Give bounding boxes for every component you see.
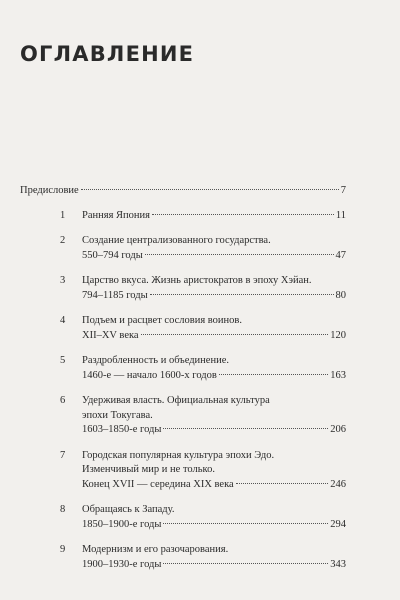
toc-entry-title: 1460-е — начало 1600-х годов bbox=[82, 369, 217, 381]
dot-leader bbox=[236, 483, 329, 484]
toc-page-number: 294 bbox=[330, 518, 346, 530]
chapter-number: 3 bbox=[60, 275, 66, 286]
toc-entry-title-line: Обращаясь к Западу. bbox=[82, 504, 175, 515]
toc-entry-title-line: Модернизм и его разочарования. bbox=[82, 544, 229, 555]
chapter-number: 1 bbox=[60, 209, 66, 221]
toc-entry-title: 550–794 годы bbox=[82, 249, 143, 261]
page-title: ОГЛАВЛЕНИЕ bbox=[20, 42, 195, 66]
toc-entry-title: 1900–1930-е годы bbox=[82, 558, 162, 570]
toc-entry-title-line: Городская популярная культура эпохи Эдо. bbox=[82, 449, 275, 461]
toc-entry-title: Предисловие bbox=[20, 185, 79, 196]
dot-leader bbox=[163, 523, 328, 524]
chapter-number: 9 bbox=[60, 544, 66, 555]
toc-entry-title: Конец XVII — середина XIX века bbox=[82, 478, 234, 490]
dot-leader bbox=[152, 214, 334, 215]
dot-leader bbox=[141, 334, 329, 335]
toc-entry-title-line: Создание централизованного государства. bbox=[82, 235, 271, 246]
chapter-list bbox=[20, 209, 346, 573]
toc-entry-title: Ранняя Япония bbox=[82, 209, 150, 221]
toc-entry-preface bbox=[20, 184, 346, 199]
chapter-number: 8 bbox=[60, 504, 66, 515]
toc-page-number: 80 bbox=[335, 289, 346, 301]
toc-entry-chapter bbox=[20, 449, 346, 493]
chapter-number: 2 bbox=[60, 235, 66, 246]
toc-page-number: 11 bbox=[335, 209, 346, 221]
dot-leader bbox=[150, 294, 334, 295]
chapter-number: 6 bbox=[60, 395, 66, 406]
toc-page-number: 47 bbox=[335, 249, 346, 261]
dot-leader bbox=[81, 189, 339, 190]
toc-entry-title-line: Изменчивый мир и не только. bbox=[82, 464, 215, 475]
toc-page-number: 7 bbox=[340, 185, 346, 196]
toc-entry-title-line: Раздробленность и объединение. bbox=[82, 355, 229, 366]
toc-entry-chapter bbox=[20, 543, 346, 572]
toc-entry-chapter bbox=[20, 234, 346, 263]
toc-page-number: 163 bbox=[330, 369, 346, 381]
toc-entry-title-line: Удерживая власть. Официальная культура bbox=[82, 395, 270, 406]
toc-page-number: 343 bbox=[330, 558, 346, 570]
chapter-number: 4 bbox=[60, 315, 66, 326]
table-of-contents bbox=[20, 184, 346, 572]
toc-entry-chapter bbox=[20, 354, 346, 383]
toc-entry-title: 1850–1900-е годы bbox=[82, 518, 162, 530]
toc-entry-chapter bbox=[20, 314, 346, 343]
toc-page-number: 246 bbox=[330, 478, 346, 490]
chapter-number: 7 bbox=[60, 449, 66, 461]
toc-page-number: 120 bbox=[330, 329, 346, 341]
toc-page-number: 206 bbox=[330, 424, 346, 435]
dot-leader bbox=[163, 428, 328, 429]
dot-leader bbox=[163, 563, 328, 564]
toc-entry-chapter bbox=[20, 274, 346, 303]
toc-entry-title-line: Царство вкуса. Жизнь аристократов в эпоху Хэйан. bbox=[82, 275, 312, 286]
toc-entry-title-line: эпохи Токугава. bbox=[82, 409, 153, 421]
toc-entry-title-line: Подъем и расцвет сословия воинов. bbox=[82, 315, 242, 326]
toc-entry-title: 794–1185 годы bbox=[82, 289, 148, 301]
dot-leader bbox=[219, 374, 328, 375]
toc-entry-title: 1603–1850-е годы bbox=[82, 424, 162, 435]
toc-entry-chapter bbox=[20, 503, 346, 532]
toc-entry-chapter bbox=[20, 209, 346, 224]
toc-entry-title: XII–XV века bbox=[82, 329, 139, 341]
dot-leader bbox=[145, 254, 334, 255]
toc-entry-chapter bbox=[20, 394, 346, 438]
chapter-number: 5 bbox=[60, 355, 66, 366]
